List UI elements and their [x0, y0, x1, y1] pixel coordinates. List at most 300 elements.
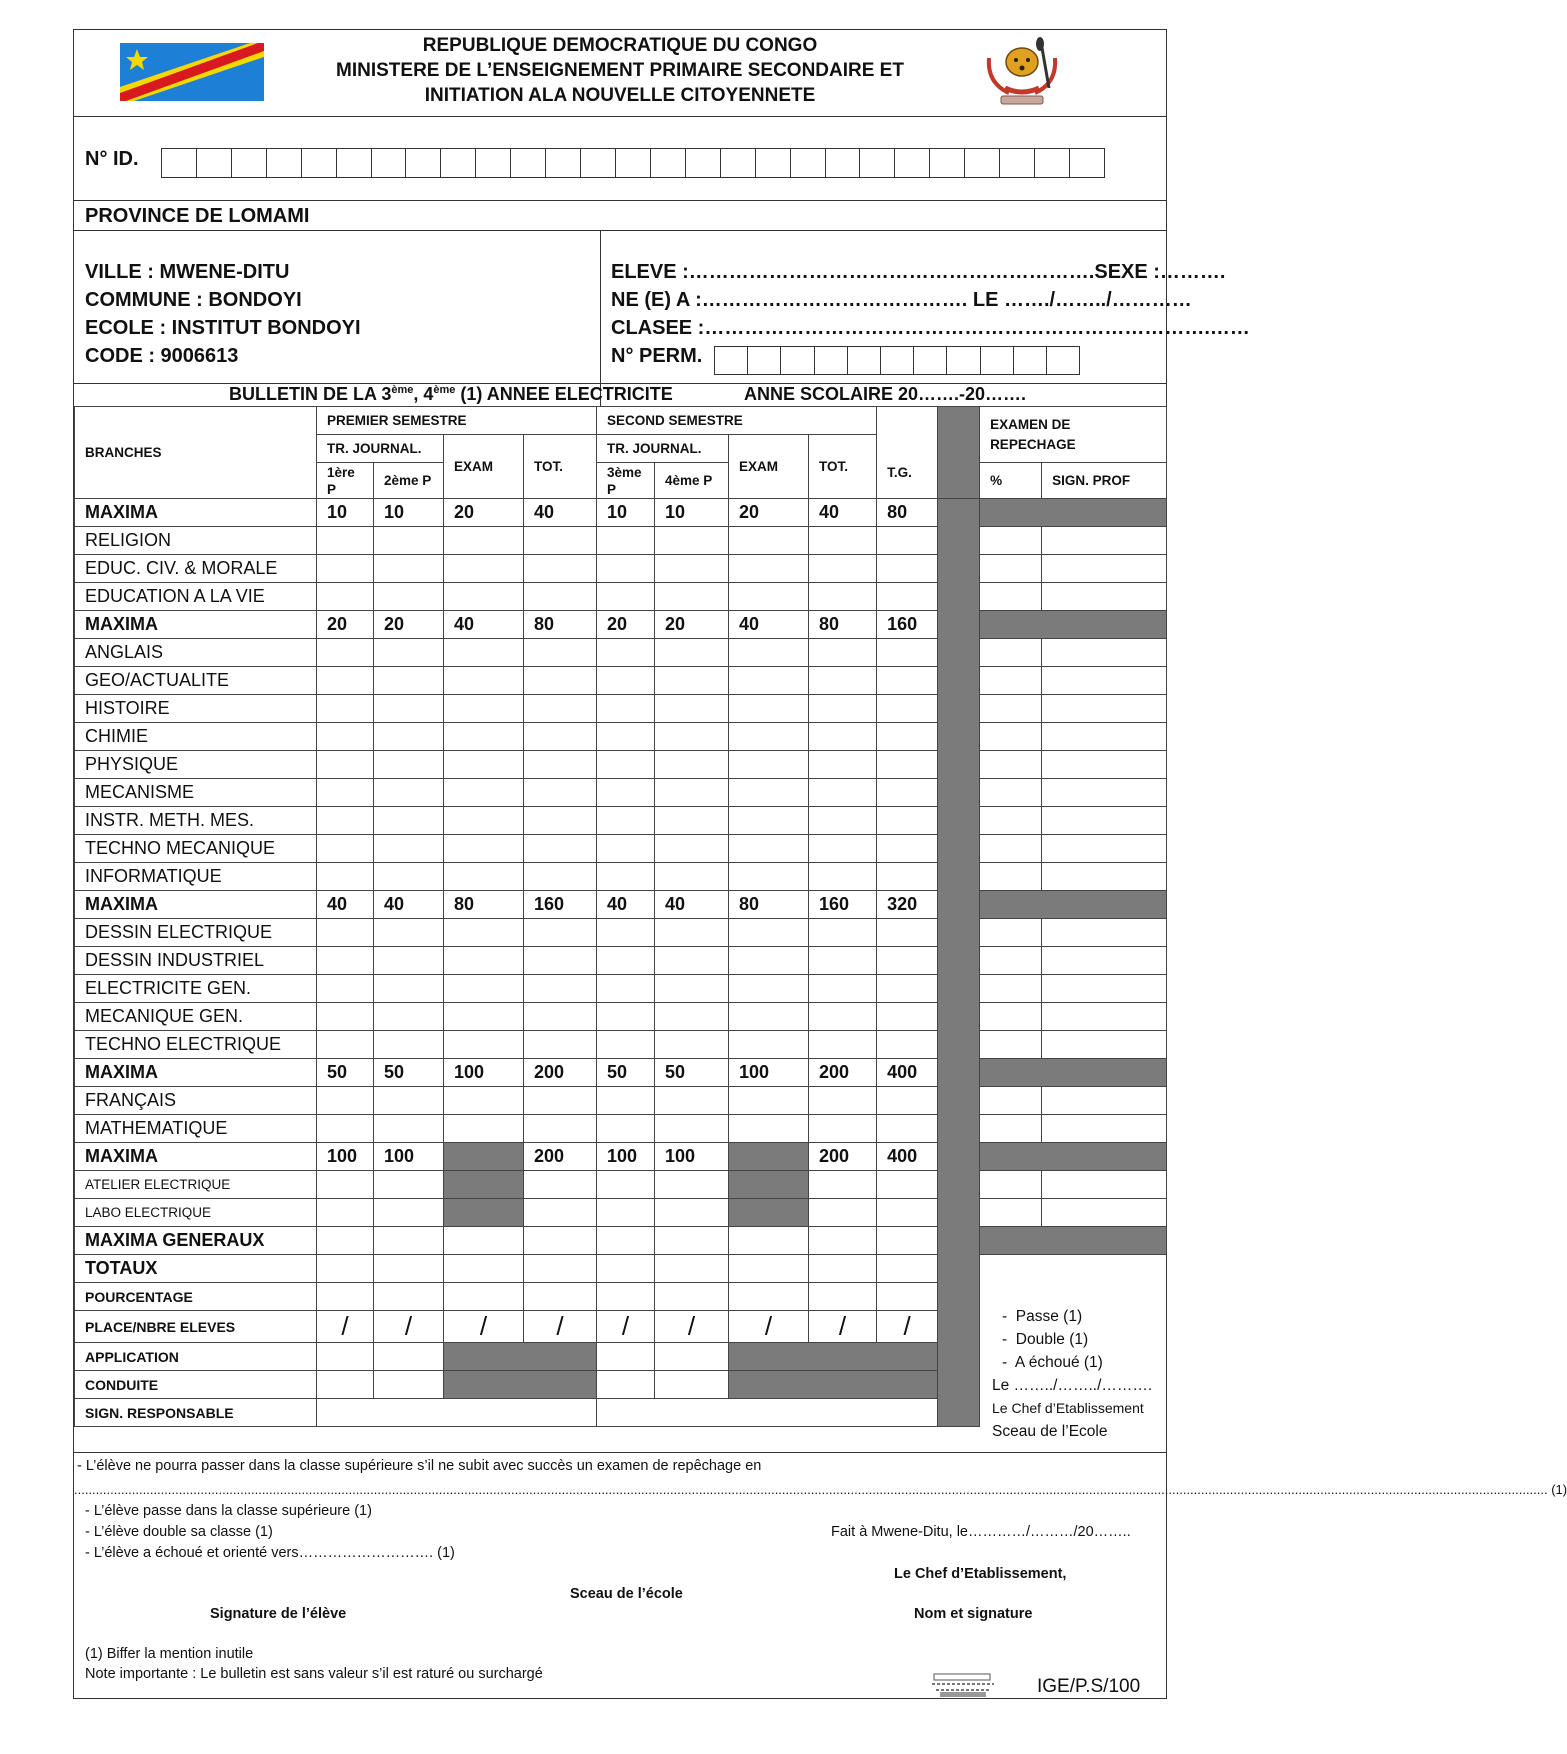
digit-box[interactable]	[162, 149, 197, 177]
repechage-sign-cell[interactable]	[1042, 751, 1167, 779]
grade-cell[interactable]	[729, 975, 809, 1003]
grade-cell[interactable]	[317, 863, 374, 891]
grade-cell[interactable]	[317, 1227, 374, 1255]
repechage-percent-cell[interactable]	[980, 751, 1042, 779]
place-cell[interactable]: /	[317, 1311, 374, 1343]
place-cell[interactable]: /	[597, 1311, 655, 1343]
repechage-percent-cell[interactable]	[980, 1171, 1042, 1199]
grade-cell[interactable]	[524, 1171, 597, 1199]
repechage-percent-cell[interactable]	[980, 975, 1042, 1003]
digit-box[interactable]	[815, 347, 848, 374]
grade-cell[interactable]	[809, 835, 877, 863]
repechage-percent-cell[interactable]	[980, 667, 1042, 695]
grade-cell[interactable]	[374, 1171, 444, 1199]
summary-cell[interactable]	[374, 1283, 444, 1311]
grade-cell[interactable]	[729, 555, 809, 583]
digit-box[interactable]	[546, 149, 581, 177]
repechage-percent-cell[interactable]	[980, 835, 1042, 863]
grade-cell[interactable]	[729, 695, 809, 723]
grade-cell[interactable]	[524, 527, 597, 555]
digit-box[interactable]	[914, 347, 947, 374]
grade-cell[interactable]	[729, 723, 809, 751]
grade-cell[interactable]	[444, 583, 524, 611]
grade-cell[interactable]	[524, 975, 597, 1003]
grade-cell[interactable]	[655, 919, 729, 947]
digit-box[interactable]	[441, 149, 476, 177]
grade-cell[interactable]	[877, 1227, 938, 1255]
grade-cell[interactable]	[374, 751, 444, 779]
repechage-sign-cell[interactable]	[1042, 1031, 1167, 1059]
grade-cell[interactable]	[444, 807, 524, 835]
grade-cell[interactable]	[374, 919, 444, 947]
grade-cell[interactable]	[597, 1087, 655, 1115]
grade-cell[interactable]	[444, 639, 524, 667]
grade-cell[interactable]	[655, 1087, 729, 1115]
grade-cell[interactable]	[524, 919, 597, 947]
grade-cell[interactable]	[877, 1087, 938, 1115]
grade-cell[interactable]	[597, 667, 655, 695]
grade-cell[interactable]	[809, 1171, 877, 1199]
grade-cell[interactable]	[655, 1031, 729, 1059]
grade-cell[interactable]	[655, 947, 729, 975]
grade-cell[interactable]	[524, 751, 597, 779]
grade-cell[interactable]	[317, 1115, 374, 1143]
grade-cell[interactable]	[809, 751, 877, 779]
grade-cell[interactable]	[655, 695, 729, 723]
repechage-percent-cell[interactable]	[980, 863, 1042, 891]
grade-cell[interactable]	[809, 555, 877, 583]
grade-cell[interactable]	[374, 1003, 444, 1031]
grade-cell[interactable]	[597, 1115, 655, 1143]
grade-cell[interactable]	[317, 695, 374, 723]
grade-cell[interactable]	[317, 975, 374, 1003]
repechage-sign-cell[interactable]	[1042, 639, 1167, 667]
grade-cell[interactable]	[809, 779, 877, 807]
digit-box[interactable]	[791, 149, 826, 177]
digit-box[interactable]	[981, 347, 1014, 374]
grade-cell[interactable]	[655, 807, 729, 835]
grade-cell[interactable]	[444, 1115, 524, 1143]
repechage-sign-cell[interactable]	[1042, 807, 1167, 835]
digit-box[interactable]	[826, 149, 861, 177]
digit-box[interactable]	[616, 149, 651, 177]
grade-cell[interactable]	[729, 779, 809, 807]
digit-box[interactable]	[686, 149, 721, 177]
id-input-boxes[interactable]	[161, 148, 1105, 178]
grade-cell[interactable]	[877, 667, 938, 695]
digit-box[interactable]	[406, 149, 441, 177]
grade-cell[interactable]	[374, 835, 444, 863]
grade-cell[interactable]	[524, 779, 597, 807]
summary-cell[interactable]	[317, 1371, 374, 1399]
grade-cell[interactable]	[524, 863, 597, 891]
grade-cell[interactable]	[374, 975, 444, 1003]
signature-cell[interactable]	[317, 1399, 597, 1427]
grade-cell[interactable]	[877, 1171, 938, 1199]
repechage-percent-cell[interactable]	[980, 1003, 1042, 1031]
repechage-percent-cell[interactable]	[980, 1087, 1042, 1115]
grade-cell[interactable]	[597, 555, 655, 583]
repechage-percent-cell[interactable]	[980, 779, 1042, 807]
summary-cell[interactable]	[374, 1255, 444, 1283]
grade-cell[interactable]	[444, 751, 524, 779]
place-cell[interactable]: /	[374, 1311, 444, 1343]
place-cell[interactable]: /	[524, 1311, 597, 1343]
grade-cell[interactable]	[597, 639, 655, 667]
grade-cell[interactable]	[655, 975, 729, 1003]
grade-cell[interactable]	[877, 1031, 938, 1059]
grade-cell[interactable]	[597, 527, 655, 555]
grade-cell[interactable]	[729, 1003, 809, 1031]
repechage-sign-cell[interactable]	[1042, 527, 1167, 555]
grade-cell[interactable]	[877, 779, 938, 807]
grade-cell[interactable]	[524, 667, 597, 695]
grade-cell[interactable]	[444, 863, 524, 891]
classe-field[interactable]: CLASEE :………………………………………………………………….……	[611, 317, 1250, 339]
eleve-field[interactable]: ELEVE :…………………………………………………….SEXE :……….	[611, 261, 1226, 283]
repechage-sign-cell[interactable]	[1042, 555, 1167, 583]
grade-cell[interactable]	[317, 919, 374, 947]
repechage-percent-cell[interactable]	[980, 1199, 1042, 1227]
repechage-sign-cell[interactable]	[1042, 583, 1167, 611]
summary-cell[interactable]	[317, 1283, 374, 1311]
summary-cell[interactable]	[374, 1371, 444, 1399]
grade-cell[interactable]	[317, 779, 374, 807]
grade-cell[interactable]	[809, 695, 877, 723]
repechage-percent-cell[interactable]	[980, 695, 1042, 723]
grade-cell[interactable]	[524, 947, 597, 975]
grade-cell[interactable]	[374, 527, 444, 555]
digit-box[interactable]	[302, 149, 337, 177]
grade-cell[interactable]	[655, 555, 729, 583]
grade-cell[interactable]	[729, 639, 809, 667]
grade-cell[interactable]	[809, 583, 877, 611]
grade-cell[interactable]	[729, 919, 809, 947]
summary-cell[interactable]	[317, 1343, 374, 1371]
repechage-sign-cell[interactable]	[1042, 975, 1167, 1003]
grade-cell[interactable]	[877, 1003, 938, 1031]
digit-box[interactable]	[715, 347, 748, 374]
grade-cell[interactable]	[597, 583, 655, 611]
grade-cell[interactable]	[374, 583, 444, 611]
digit-box[interactable]	[581, 149, 616, 177]
repechage-percent-cell[interactable]	[980, 807, 1042, 835]
summary-cell[interactable]	[524, 1283, 597, 1311]
grade-cell[interactable]	[655, 1003, 729, 1031]
school-year[interactable]: ANNE SCOLAIRE 20…….-20…….	[744, 384, 1027, 404]
grade-cell[interactable]	[655, 1227, 729, 1255]
grade-cell[interactable]	[444, 835, 524, 863]
grade-cell[interactable]	[809, 1087, 877, 1115]
repechage-percent-cell[interactable]	[980, 527, 1042, 555]
grade-cell[interactable]	[374, 1031, 444, 1059]
grade-cell[interactable]	[655, 835, 729, 863]
digit-box[interactable]	[848, 347, 881, 374]
grade-cell[interactable]	[444, 667, 524, 695]
place-cell[interactable]: /	[729, 1311, 809, 1343]
grade-cell[interactable]	[444, 779, 524, 807]
summary-cell[interactable]	[809, 1283, 877, 1311]
grade-cell[interactable]	[597, 779, 655, 807]
place-cell[interactable]: /	[655, 1311, 729, 1343]
grade-cell[interactable]	[444, 1227, 524, 1255]
grade-cell[interactable]	[655, 667, 729, 695]
digit-box[interactable]	[372, 149, 407, 177]
grade-cell[interactable]	[729, 1087, 809, 1115]
repechage-percent-cell[interactable]	[980, 919, 1042, 947]
grade-cell[interactable]	[877, 975, 938, 1003]
grade-cell[interactable]	[524, 1087, 597, 1115]
grade-cell[interactable]	[877, 527, 938, 555]
grade-cell[interactable]	[877, 751, 938, 779]
grade-cell[interactable]	[877, 1199, 938, 1227]
grade-cell[interactable]	[809, 1115, 877, 1143]
digit-box[interactable]	[1047, 347, 1079, 374]
grade-cell[interactable]	[655, 1199, 729, 1227]
summary-cell[interactable]	[597, 1371, 655, 1399]
grade-cell[interactable]	[444, 1003, 524, 1031]
repechage-sign-cell[interactable]	[1042, 1087, 1167, 1115]
digit-box[interactable]	[947, 347, 980, 374]
grade-cell[interactable]	[729, 835, 809, 863]
grade-cell[interactable]	[524, 583, 597, 611]
grade-cell[interactable]	[597, 723, 655, 751]
grade-cell[interactable]	[374, 667, 444, 695]
perm-input-boxes[interactable]	[714, 346, 1080, 375]
grade-cell[interactable]	[655, 1115, 729, 1143]
repechage-percent-cell[interactable]	[980, 1031, 1042, 1059]
grade-cell[interactable]	[317, 807, 374, 835]
summary-cell[interactable]	[655, 1343, 729, 1371]
grade-cell[interactable]	[877, 863, 938, 891]
digit-box[interactable]	[721, 149, 756, 177]
grade-cell[interactable]	[729, 583, 809, 611]
repechage-sign-cell[interactable]	[1042, 947, 1167, 975]
grade-cell[interactable]	[317, 835, 374, 863]
grade-cell[interactable]	[597, 1227, 655, 1255]
digit-box[interactable]	[748, 347, 781, 374]
grade-cell[interactable]	[444, 1031, 524, 1059]
repechage-sign-cell[interactable]	[1042, 695, 1167, 723]
digit-box[interactable]	[1070, 149, 1104, 177]
grade-cell[interactable]	[729, 527, 809, 555]
grade-cell[interactable]	[374, 1227, 444, 1255]
summary-cell[interactable]	[444, 1283, 524, 1311]
grade-cell[interactable]	[374, 947, 444, 975]
summary-cell[interactable]	[374, 1343, 444, 1371]
grade-cell[interactable]	[877, 555, 938, 583]
repechage-sign-cell[interactable]	[1042, 835, 1167, 863]
digit-box[interactable]	[1000, 149, 1035, 177]
grade-cell[interactable]	[597, 1171, 655, 1199]
grade-cell[interactable]	[729, 1227, 809, 1255]
grade-cell[interactable]	[597, 1199, 655, 1227]
grade-cell[interactable]	[317, 947, 374, 975]
grade-cell[interactable]	[524, 835, 597, 863]
grade-cell[interactable]	[729, 1115, 809, 1143]
repechage-percent-cell[interactable]	[980, 555, 1042, 583]
grade-cell[interactable]	[877, 1115, 938, 1143]
repechage-percent-cell[interactable]	[980, 723, 1042, 751]
grade-cell[interactable]	[444, 695, 524, 723]
grade-cell[interactable]	[317, 527, 374, 555]
repechage-percent-cell[interactable]	[980, 947, 1042, 975]
grade-cell[interactable]	[877, 947, 938, 975]
grade-cell[interactable]	[317, 583, 374, 611]
summary-cell[interactable]	[655, 1283, 729, 1311]
grade-cell[interactable]	[877, 723, 938, 751]
grade-cell[interactable]	[729, 1031, 809, 1059]
summary-cell[interactable]	[877, 1283, 938, 1311]
grade-cell[interactable]	[524, 723, 597, 751]
grade-cell[interactable]	[877, 639, 938, 667]
grade-cell[interactable]	[655, 1171, 729, 1199]
summary-cell[interactable]	[597, 1255, 655, 1283]
grade-cell[interactable]	[729, 751, 809, 779]
grade-cell[interactable]	[877, 919, 938, 947]
grade-cell[interactable]	[444, 947, 524, 975]
repechage-percent-cell[interactable]	[980, 583, 1042, 611]
digit-box[interactable]	[476, 149, 511, 177]
summary-cell[interactable]	[597, 1283, 655, 1311]
grade-cell[interactable]	[597, 807, 655, 835]
summary-cell[interactable]	[655, 1255, 729, 1283]
digit-box[interactable]	[781, 347, 814, 374]
grade-cell[interactable]	[374, 1115, 444, 1143]
grade-cell[interactable]	[317, 751, 374, 779]
grade-cell[interactable]	[524, 695, 597, 723]
grade-cell[interactable]	[444, 527, 524, 555]
grade-cell[interactable]	[524, 1227, 597, 1255]
grade-cell[interactable]	[597, 975, 655, 1003]
grade-cell[interactable]	[374, 1087, 444, 1115]
summary-cell[interactable]	[597, 1343, 655, 1371]
grade-cell[interactable]	[374, 1199, 444, 1227]
grade-cell[interactable]	[597, 835, 655, 863]
grade-cell[interactable]	[317, 1087, 374, 1115]
repechage-sign-cell[interactable]	[1042, 667, 1167, 695]
place-cell[interactable]: /	[444, 1311, 524, 1343]
grade-cell[interactable]	[597, 863, 655, 891]
grade-cell[interactable]	[809, 863, 877, 891]
summary-cell[interactable]	[809, 1255, 877, 1283]
grade-cell[interactable]	[655, 639, 729, 667]
digit-box[interactable]	[881, 347, 914, 374]
repechage-sign-cell[interactable]	[1042, 1199, 1167, 1227]
grade-cell[interactable]	[809, 975, 877, 1003]
grade-cell[interactable]	[655, 527, 729, 555]
grade-cell[interactable]	[524, 555, 597, 583]
digit-box[interactable]	[860, 149, 895, 177]
grade-cell[interactable]	[597, 919, 655, 947]
repechage-percent-cell[interactable]	[980, 639, 1042, 667]
repechage-sign-cell[interactable]	[1042, 1171, 1167, 1199]
grade-cell[interactable]	[809, 1227, 877, 1255]
digit-box[interactable]	[1014, 347, 1047, 374]
grade-cell[interactable]	[597, 1003, 655, 1031]
naissance-field[interactable]: NE (E) A :…………………………………. LE ……./……../…………	[611, 289, 1192, 311]
grade-cell[interactable]	[809, 667, 877, 695]
repechage-sign-cell[interactable]	[1042, 919, 1167, 947]
digit-box[interactable]	[895, 149, 930, 177]
grade-cell[interactable]	[317, 639, 374, 667]
grade-cell[interactable]	[809, 919, 877, 947]
grade-cell[interactable]	[524, 1003, 597, 1031]
grade-cell[interactable]	[374, 695, 444, 723]
grade-cell[interactable]	[655, 723, 729, 751]
grade-cell[interactable]	[374, 555, 444, 583]
digit-box[interactable]	[651, 149, 686, 177]
grade-cell[interactable]	[729, 863, 809, 891]
grade-cell[interactable]	[655, 583, 729, 611]
grade-cell[interactable]	[317, 1031, 374, 1059]
digit-box[interactable]	[930, 149, 965, 177]
grade-cell[interactable]	[809, 1031, 877, 1059]
grade-cell[interactable]	[317, 723, 374, 751]
grade-cell[interactable]	[809, 947, 877, 975]
repechage-sign-cell[interactable]	[1042, 779, 1167, 807]
grade-cell[interactable]	[317, 1171, 374, 1199]
grade-cell[interactable]	[444, 919, 524, 947]
grade-cell[interactable]	[809, 1199, 877, 1227]
grade-cell[interactable]	[597, 751, 655, 779]
grade-cell[interactable]	[729, 667, 809, 695]
grade-cell[interactable]	[317, 667, 374, 695]
signature-cell[interactable]	[597, 1399, 938, 1427]
grade-cell[interactable]	[877, 583, 938, 611]
digit-box[interactable]	[756, 149, 791, 177]
grade-cell[interactable]	[809, 527, 877, 555]
grade-cell[interactable]	[317, 555, 374, 583]
grade-cell[interactable]	[809, 1003, 877, 1031]
grade-cell[interactable]	[317, 1199, 374, 1227]
repechage-sign-cell[interactable]	[1042, 863, 1167, 891]
grade-cell[interactable]	[374, 779, 444, 807]
digit-box[interactable]	[1035, 149, 1070, 177]
summary-cell[interactable]	[317, 1255, 374, 1283]
grade-cell[interactable]	[444, 1087, 524, 1115]
summary-cell[interactable]	[655, 1371, 729, 1399]
grade-cell[interactable]	[444, 975, 524, 1003]
digit-box[interactable]	[965, 149, 1000, 177]
grade-cell[interactable]	[809, 639, 877, 667]
digit-box[interactable]	[232, 149, 267, 177]
grade-cell[interactable]	[524, 1199, 597, 1227]
grade-cell[interactable]	[374, 863, 444, 891]
grade-cell[interactable]	[877, 835, 938, 863]
grade-cell[interactable]	[524, 1115, 597, 1143]
digit-box[interactable]	[337, 149, 372, 177]
repechage-dots[interactable]: ........................................................................................................................................................................................................................................................................................................................................................................................................................ (1)	[74, 1482, 1567, 1497]
grade-cell[interactable]	[655, 779, 729, 807]
repechage-sign-cell[interactable]	[1042, 1003, 1167, 1031]
grade-cell[interactable]	[809, 807, 877, 835]
summary-cell[interactable]	[444, 1255, 524, 1283]
grade-cell[interactable]	[374, 639, 444, 667]
fait-date[interactable]: Fait à Mwene-Ditu, le…………/………/20……..	[831, 1524, 1131, 1540]
grade-cell[interactable]	[809, 723, 877, 751]
summary-cell[interactable]	[524, 1255, 597, 1283]
grade-cell[interactable]	[729, 947, 809, 975]
grade-cell[interactable]	[655, 751, 729, 779]
digit-box[interactable]	[197, 149, 232, 177]
grade-cell[interactable]	[655, 863, 729, 891]
place-cell[interactable]: /	[809, 1311, 877, 1343]
summary-cell[interactable]	[729, 1255, 809, 1283]
repechage-percent-cell[interactable]	[980, 1115, 1042, 1143]
summary-cell[interactable]	[877, 1255, 938, 1283]
grade-cell[interactable]	[374, 807, 444, 835]
